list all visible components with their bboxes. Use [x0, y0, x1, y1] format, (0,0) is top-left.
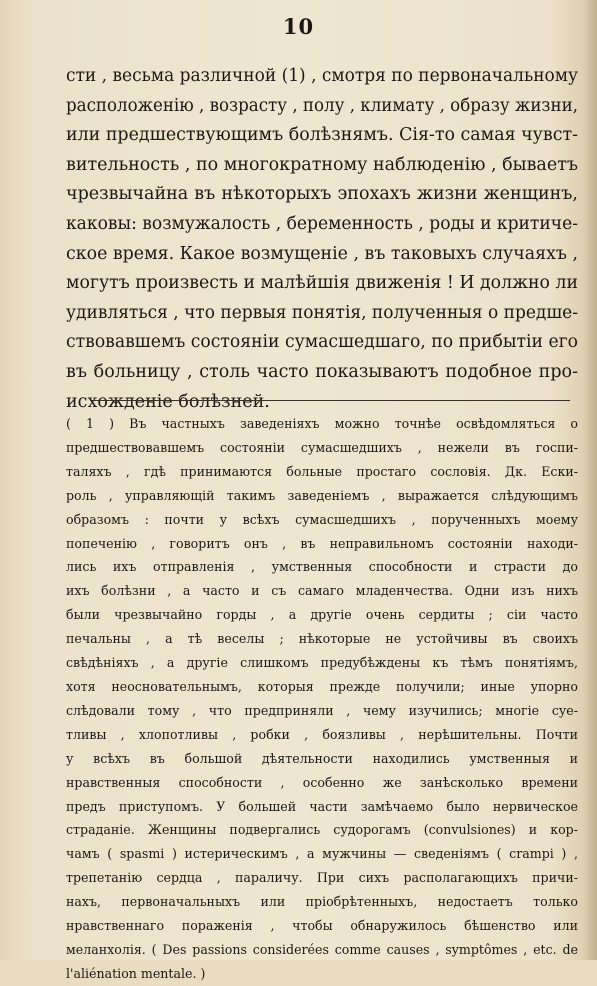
footnote-line: попеченію , говоритъ онъ , въ неправильномъ состояніи находи-: [66, 535, 578, 551]
page-number: 10: [282, 14, 315, 39]
footnote-line: ихъ болѣзни , а часто и съ самаго младенчества. Одни изъ нихъ: [66, 583, 578, 599]
footnote-separator: [90, 400, 570, 401]
main-text-line: удивляться , что первыя понятія, полученныя о предше-: [66, 302, 578, 323]
footnote-line: лись ихъ отправленія , умственныя способности и страсти до: [66, 559, 578, 575]
footnote-line: у всѣхъ въ большой дѣятельности находились умственныя и: [66, 750, 578, 766]
footnote-line: образомъ : почти у всѣхъ сумасшедшихъ , порученныхъ моему: [66, 511, 578, 527]
footnote-line: ( 1 ) Въ частныхъ заведеніяхъ можно точнѣе освѣдомляться о: [66, 416, 578, 431]
main-text-line: въ больницу , столь часто показываютъ подобное про-: [66, 361, 578, 382]
main-text-line: сти , весьма различной (1) , смотря по первоначальному: [66, 66, 578, 86]
main-text-line: могутъ произвесть и малѣйшія движенія ! И должно ли: [66, 273, 578, 294]
main-text-line: ствовавшемъ состояніи сумасшедшаго, по прибытіи его: [66, 332, 578, 353]
footnote-line: нравственныя способности , особенно же занѣсколько времени: [66, 774, 578, 790]
footnote-line: таляхъ , гдѣ принимаются больные простаго сословія. Дк. Ески-: [66, 463, 578, 479]
footnote-line: предъ приступомъ. У большей части замѣчаемо было нервическое: [66, 798, 578, 814]
footnote-line: слѣдовали тому , что предприняли , чему изучились; многіе суе-: [66, 702, 578, 718]
footnote-line: роль , управляющій такимъ заведеніемъ , выражается слѣдующимъ: [66, 487, 578, 503]
footnote-line: меланхолія. ( Des passions considerées comme causes , symptômes , etc. de: [66, 941, 578, 957]
footnote-line: нахъ, первоначальныхъ или пріобрѣтенныхъ, недостаетъ только: [66, 894, 578, 910]
footnote-line: страданіе. Женщины подвергались судорогамъ (convulsiones) и кор-: [66, 822, 578, 838]
footnote-line: тливы , хлопотливы , робки , боязливы , нерѣшительны. Почти: [66, 726, 578, 742]
footnote-line: чамъ ( spasmi ) истерическимъ , а мужчины — сведеніямъ ( crampi ) ,: [66, 846, 578, 862]
main-text-line: чрезвычайна въ нѣкоторыхъ эпохахъ жизни женщинъ,: [66, 184, 578, 205]
page-edge-shadow: [583, 0, 597, 960]
main-text-line: ское время. Какое возмущеніе , въ таковыхъ случаяхъ ,: [66, 243, 578, 264]
footnote-line: были чрезвычайно горды , а другіе очень сердиты ; сіи часто: [66, 607, 578, 623]
main-text-line: исхожденіе болѣзней.: [66, 391, 270, 412]
main-text-line: или предшествующимъ болѣзнямъ. Сія-то самая чувст-: [66, 125, 578, 146]
main-text-line: каковы: возмужалость , беременность , роды и критиче-: [66, 213, 578, 234]
main-text: [66, 62, 586, 417]
main-text-line: вительность , по многократному наблюденію , бываетъ: [66, 154, 578, 175]
footnote-line: печальны , а тѣ веселы ; нѣкоторые не устойчивы въ своихъ: [66, 631, 578, 647]
footnote-line: нравственнаго пораженія , чтобы обнаружилось бѣшенство или: [66, 918, 578, 934]
main-text-line: расположенію , возрасту , полу , климату , образу жизни,: [66, 95, 578, 116]
footnote: [66, 412, 586, 986]
footnote-line: свѣдѣніяхъ , а другіе слишкомъ предубѣждены къ тѣмъ понятіямъ,: [66, 655, 578, 671]
footnote-line: l'aliénation mentale. ): [66, 965, 206, 981]
footnote-line: предшествовавшемъ состояніи сумасшедшихъ , нежели въ госпи-: [66, 439, 578, 455]
footnote-line: трепетанію сердца , параличу. При сихъ располагающихъ причи-: [66, 870, 578, 886]
footnote-line: хотя неосновательнымъ, которыя прежде получили; иные упорно: [66, 678, 578, 694]
